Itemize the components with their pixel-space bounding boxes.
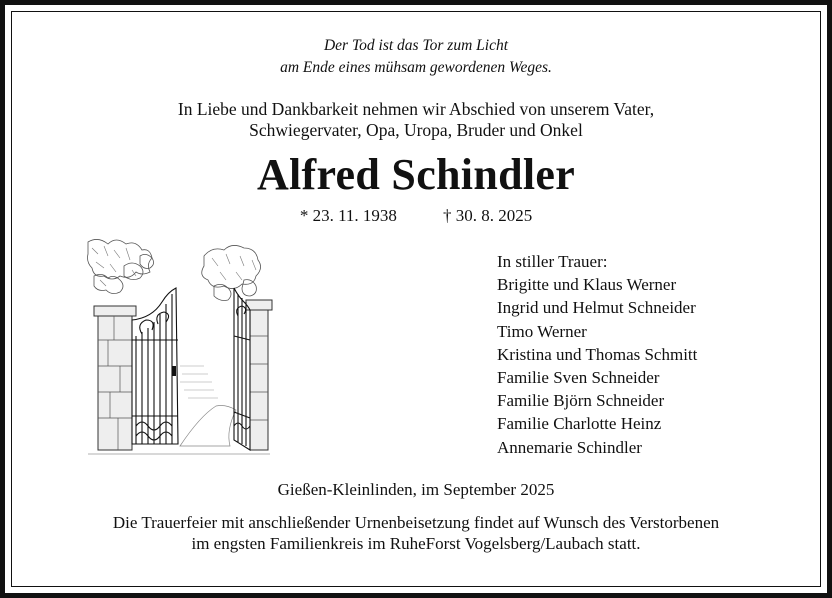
- death-date: † 30. 8. 2025: [442, 206, 533, 225]
- right-gate-wing: [234, 288, 250, 450]
- foliage-texture-right: [212, 254, 256, 280]
- funeral-notice: [0, 512, 832, 554]
- mourner-name: Kristina und Thomas Schmitt: [497, 344, 698, 364]
- deceased-name: Alfred Schindler: [256, 150, 576, 199]
- motto: [0, 35, 832, 79]
- foliage-left: [88, 239, 154, 293]
- motto-line-2: am Ende eines mühsam gewordenen Weges.: [280, 59, 552, 76]
- mourner-name: Familie Sven Schneider: [497, 368, 660, 388]
- left-gate-wing: [132, 288, 178, 444]
- birth-date: * 23. 11. 1938: [299, 206, 397, 225]
- mourners-heading: In stiller Trauer:: [497, 252, 608, 271]
- mourner-name: Familie Björn Schneider: [497, 391, 665, 411]
- intro-line-1: In Liebe und Dankbarkeit nehmen wir Abschied von unserem Vater,: [177, 99, 655, 119]
- garden-gate-illustration: [84, 236, 274, 464]
- mourner-name: Ingrid und Helmut Schneider: [497, 298, 696, 318]
- foliage-texture-left: [92, 246, 136, 286]
- intro-line-2: Schwiegervater, Opa, Uropa, Bruder und Onkel: [249, 120, 583, 140]
- funeral-notice-line-1: Die Trauerfeier mit anschließender Urnenbeisetzung findet auf Wunsch des Verstorbenen: [112, 513, 720, 532]
- life-dates: [0, 206, 832, 226]
- gate-latch: [172, 366, 176, 376]
- garden-path: [180, 406, 236, 447]
- mourners-list: [497, 250, 697, 459]
- background-hedge: [180, 366, 218, 398]
- intro-text: [0, 99, 832, 141]
- mourner-name: Brigitte und Klaus Werner: [497, 275, 677, 295]
- mourner-name: Annemarie Schindler: [497, 437, 642, 457]
- foliage-right: [202, 245, 261, 300]
- mourner-name: Timo Werner: [497, 321, 587, 341]
- mourner-name: Familie Charlotte Heinz: [497, 414, 662, 434]
- left-stone-pillar: [94, 306, 136, 450]
- place-and-date: Gießen-Kleinlinden, im September 2025: [277, 480, 555, 499]
- motto-line-1: Der Tod ist das Tor zum Licht: [323, 37, 509, 54]
- funeral-notice-line-2: im engsten Familienkreis im RuheForst Vogelsberg/Laubach statt.: [191, 534, 641, 553]
